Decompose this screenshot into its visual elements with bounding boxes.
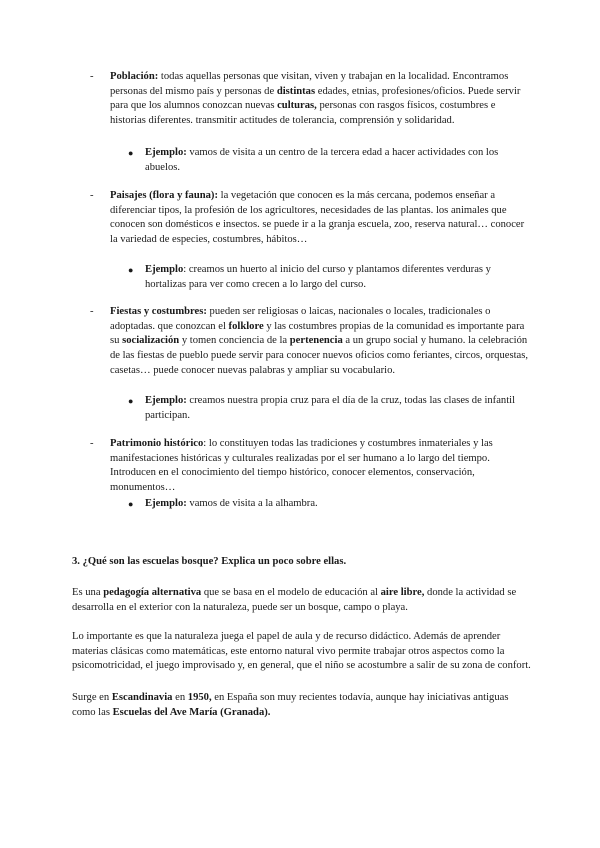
example-fiestas: ● Ejemplo: creamos nuestra propia cruz para el día de la cruz, todas las clases de infantil participan. bbox=[128, 395, 516, 421]
list-item-text: Patrimonio histórico: lo constituyen todas las tradiciones y costumbres inmateriales y las manifestaciones históricas y culturales realizadas por el ser humano a lo largo del tiempo. Introducen en el conocimiento del tiempo histórico, conocer elementos, conservación, monumentos… bbox=[110, 438, 493, 494]
bullet-icon: ● bbox=[128, 396, 134, 406]
example-label: Ejemplo bbox=[145, 264, 184, 275]
question-heading: 3. ¿Qué son las escuelas bosque? Explica un poco sobre ellas. bbox=[72, 556, 347, 567]
dash-marker: - bbox=[90, 306, 94, 317]
dash-marker: - bbox=[90, 438, 94, 449]
example-label: Ejemplo: bbox=[145, 147, 187, 158]
example-patrimonio: ● Ejemplo: vamos de visita a la alhambra. bbox=[128, 497, 528, 512]
paragraph-origin: Surge en Escandinavia en 1950, en España son muy recientes todavía, aunque hay iniciativas antiguas como las Escuelas del Ave María (Granada). bbox=[72, 692, 509, 718]
list-item-paisajes bbox=[90, 189, 530, 248]
term-label: Fiestas y costumbres: bbox=[110, 306, 207, 317]
list-item-text: Fiestas y costumbres: pueden ser religiosas o laicas, nacionales o locales, tradicionales o adoptadas. que conozcan el folklore y las costumbres propias de la comunidad es importante para su socialización y tomen conciencia de la pertenencia a un grupo social y humano. la celebración de las fiestas de pueblo puede servir para conocer nuevos oficios como feriantes, circos, orquestas, casetas… puede conocer nuevas palabras y ampliar su vocabulario. bbox=[110, 306, 529, 376]
example-label: Ejemplo: bbox=[145, 498, 187, 509]
list-item-text: Población: todas aquellas personas que visitan, viven y trabajan en la localidad. Encontramos personas del mismo país y personas de distintas edades, etnias, profesiones/oficios. Puede servir para que los alumnos conozcan nuevas culturas, personas con rasgos físicos, costumbres e historias diferentes. transmitir actitudes de tolerancia, comprensión y solidaridad. bbox=[110, 71, 521, 127]
bullet-icon: ● bbox=[128, 265, 134, 275]
example-poblacion: ● Ejemplo: vamos de visita a un centro de la tercera edad a hacer actividades con los abuelos. bbox=[128, 147, 499, 173]
example-label: Ejemplo: bbox=[145, 395, 187, 406]
bullet-icon: ● bbox=[128, 148, 134, 158]
list-item-text: Paisajes (flora y fauna): la vegetación que conocen es la más cercana, podemos enseñar a diferenciar tipos, la profesión de los agricultores, necesidades de las plantas. los animales que conocen son domésticos e insectos. se puede ir a la granja escuela, zoo, reserva natural… conocer la variedad de especies, costumbres, hábitos… bbox=[110, 190, 525, 246]
term-label: Patrimonio histórico bbox=[110, 438, 204, 449]
example-paisajes: ● Ejemplo: creamos un huerto al inicio del curso y plantamos diferentes verduras y hortalizas para ver como crecen a lo largo del curso. bbox=[128, 264, 491, 290]
list-item-poblacion bbox=[90, 70, 530, 129]
term-label: Población: bbox=[110, 71, 159, 82]
dash-marker: - bbox=[90, 71, 94, 82]
dash-marker: - bbox=[90, 190, 94, 201]
paragraph-importance: Lo importante es que la naturaleza juega el papel de aula y de recurso didáctico. Además de aprender materias clásicas como matemáticas, este entorno natural vivo permite trabajar otros aspectos como la psicomotricidad, el juego improvisado y, en general, que el niño se acostumbre a salir de su zona de confort. bbox=[72, 631, 531, 672]
term-label: Paisajes (flora y fauna): bbox=[110, 190, 218, 201]
bullet-icon: ● bbox=[128, 499, 134, 509]
list-item-patrimonio bbox=[90, 437, 530, 496]
paragraph-definition: Es una pedagogía alternativa que se basa en el modelo de educación al aire libre, donde la actividad se desarrolla en el exterior con la naturaleza, puede ser un bosque, campo o playa. bbox=[72, 587, 517, 613]
list-item-fiestas bbox=[90, 305, 530, 379]
